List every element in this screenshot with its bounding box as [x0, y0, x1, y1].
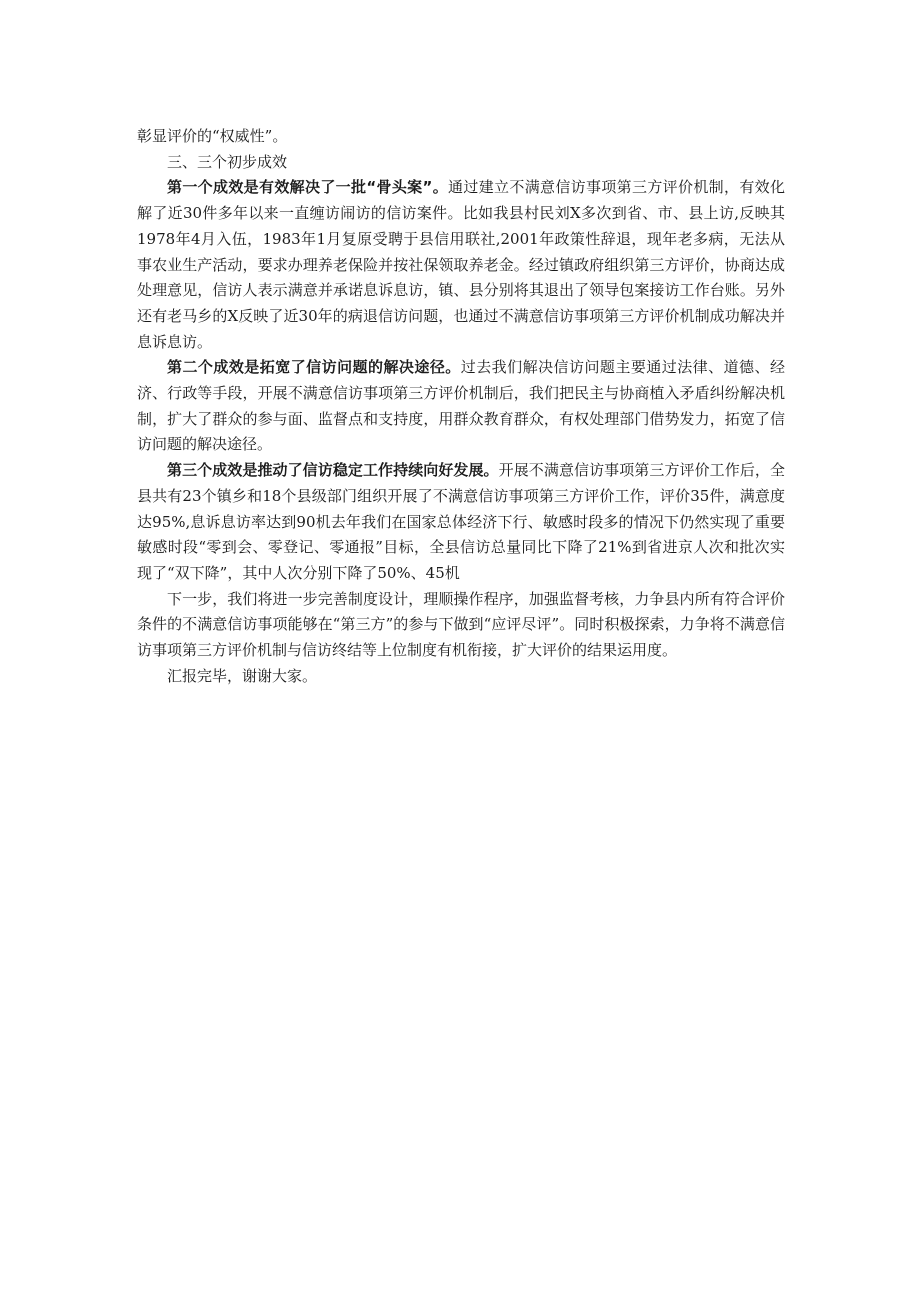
- paragraph-continuation: 彰显评价的“权威性”。: [137, 127, 288, 145]
- achievement-3-body: 开展不满意信访事项第三方评价工作后，全县共有23个镇乡和18个县级部门组织开展了不满意信访事项第三方评价工作，评价35件，满意度达95%,息诉息访率达到90机去年我们在国家总体经济下行、敏感时段多的情况下仍然实现了重要敏感时段“零到会、零登记、零通报”目标，全县信访总量同比下降了21%到省进京人次和批次实现了“双下降”，其中人次分别下降了50%、45机: [137, 461, 785, 582]
- document-body: [137, 124, 785, 689]
- paragraph-closing: 汇报完毕，谢谢大家。: [167, 666, 318, 685]
- paragraph-achievement-2: [137, 355, 785, 458]
- achievement-1-lead: 第一个成效是有效解决了一批“骨头案”。: [167, 178, 449, 197]
- section-heading: 三、三个初步成效: [167, 152, 288, 171]
- paragraph-next-steps: 下一步，我们将进一步完善制度设计，理顺操作程序，加强监督考核，力争县内所有符合评价条件的不满意信访事项能够在“第三方”的参与下做到“应评尽评”。同时积极探索，力争将不满意信访事项第三方评价机制与信访终结等上位制度有机衔接，扩大评价的结果运用度。: [137, 589, 785, 660]
- achievement-2-body: 过去我们解决信访问题主要通过法律、道德、经济、行政等手段，开展不满意信访事项第三方评价机制后，我们把民主与协商植入矛盾纠纷解决机制，扩大了群众的参与面、监督点和支持度，用群众教育群众，有权处理部门借势发力，拓宽了信访问题的解决途径。: [137, 358, 785, 454]
- achievement-1-body: 通过建立不满意信访事项第三方评价机制，有效化解了近30件多年以来一直缠访闹访的信访案件。比如我县村民刘X多次到省、市、县上访,反映其1978年4月入伍，1983年1月复原受聘于县信用联社,2001年政策性辞退，现年老多病，无法从事农业生产活动，要求办理养老保险并按社保领取养老金。经过镇政府组织第三方评价，协商达成处理意见，信访人表示满意并承诺息诉息访，镇、县分别将其退出了领导包案接访工作台账。另外还有老马乡的X反映了近30年的病退信访问题，也通过不满意信访事项第三方评价机制成功解决并息诉息访。: [137, 178, 785, 351]
- paragraph-achievement-3: [137, 458, 785, 587]
- achievement-3-lead: 第三个成效是推动了信访稳定工作持续向好发展。: [167, 461, 499, 480]
- achievement-2-lead: 第二个成效是拓宽了信访问题的解决途径。: [167, 358, 461, 377]
- paragraph-achievement-1: [137, 175, 785, 355]
